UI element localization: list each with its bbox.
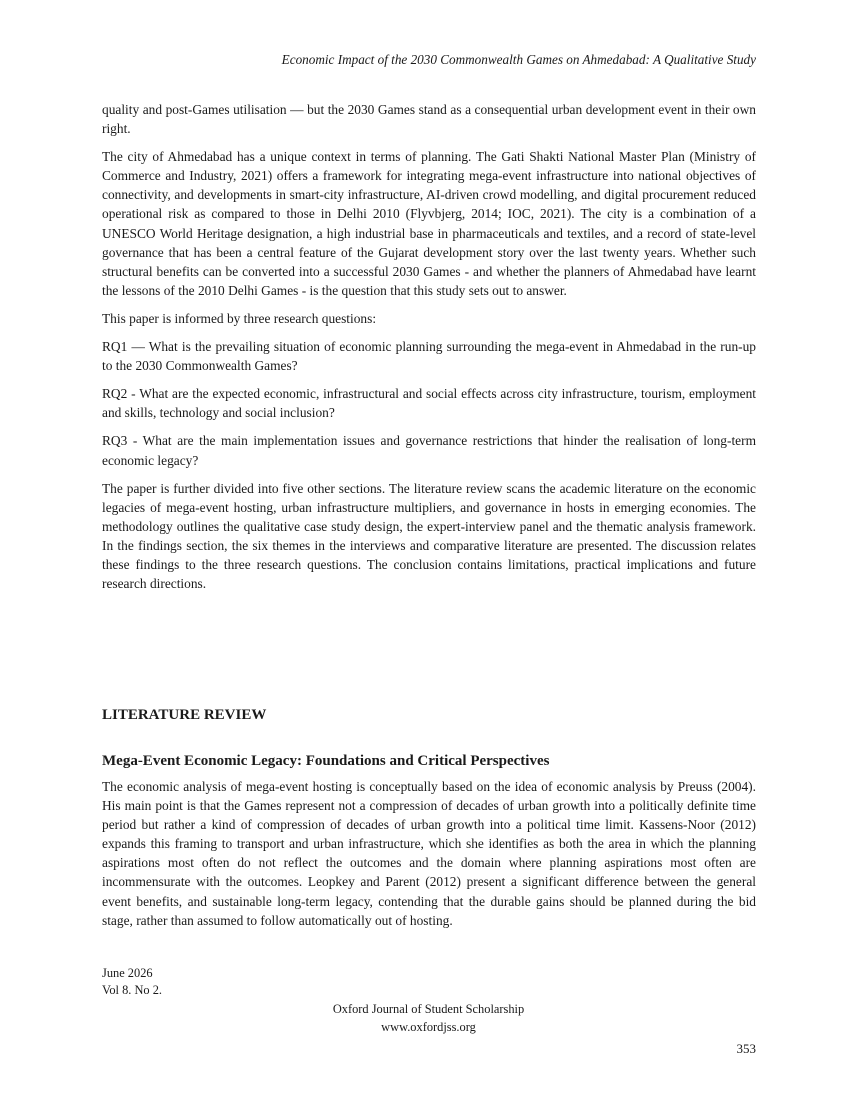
issue-date: June 2026: [102, 966, 153, 980]
paragraph-continuation: quality and post-Games utilisation — but the 2030 Games stand as a consequential urban development event in their own right.: [102, 102, 756, 137]
journal-website: www.oxfordjss.org: [381, 1020, 476, 1034]
issue-info: [102, 965, 162, 999]
running-header: Economic Impact of the 2030 Commonwealth Games on Ahmedabad: A Qualitative Study: [281, 52, 756, 67]
research-question-1: RQ1 — What is the prevailing situation of economic planning surrounding the mega-event in Ahmedabad in the run-up to the 2030 Commonwealth Games?: [102, 339, 756, 374]
literature-review-body: [102, 777, 756, 939]
paragraph-ahmedabad-context: The city of Ahmedabad has a unique context in terms of planning. The Gati Shakti National Master Plan (Ministry of Commerce and Industry, 2021) offers a framework for integrating mega-event infrastructure into national objectives of connectivity, and developments in smart-city infrastructure, AI-driven crowd modelling, and digital procurement reduced operational risk as compared to those in Delhi 2010 (Flyvbjerg, 2014; IOC, 2021). The city is a combination of a UNESCO World Heritage designation, a high industrial base in pharmaceuticals and textiles, and a record of state-level governance that has been a central feature of the Gujarat development story over the last twenty years. Whether such structural benefits can be converted into a successful 2030 Games - and whether the planners of Ahmedabad have learnt the lessons of the 2010 Delhi Games - is the question that this study sets out to answer.: [102, 149, 756, 298]
paragraph-research-questions-intro: This paper is informed by three research questions:: [102, 310, 377, 326]
paragraph-paper-structure: The paper is further divided into five other sections. The literature review scans the academic literature on the economic legacies of mega-event hosting, urban infrastructure multipliers, and governance in hosts in emerging economies. The methodology outlines the qualitative case study design, the expert-interview panel and the thematic analysis framework. In the findings section, the six themes in the interviews and comparative literature are presented. The discussion relates these findings to the three research questions. The conclusion contains limitations, practical implications and future research directions.: [102, 480, 756, 592]
research-question-2: RQ2 - What are the expected economic, infrastructural and social effects across city infrastructure, tourism, employment and skills, technology and social inclusion?: [102, 386, 756, 421]
page-number: 353: [736, 1041, 756, 1056]
journal-name: Oxford Journal of Student Scholarship: [332, 1002, 525, 1016]
intro-section: [102, 100, 756, 602]
issue-volume: Vol 8. No 2.: [102, 983, 163, 997]
subsection-heading: Mega-Event Economic Legacy: Foundations and Critical Perspectives: [102, 753, 550, 769]
research-question-3: RQ3 - What are the main implementation issues and governance restrictions that hinder the realisation of long-term economic legacy?: [102, 433, 756, 468]
section-heading-literature-review: LITERATURE REVIEW: [102, 707, 267, 723]
paragraph-mega-event-legacy: The economic analysis of mega-event hosting is conceptually based on the idea of economic analysis by Preuss (2004). His main point is that the Games represent not a compression of decades of urban growth into a politically definite time period but rather a kind of compression of decades of urban growth into a political time limit. Kassens-Noor (2012) expands this framing to transport and urban infrastructure, which she identifies as both the area in which the planning aspirations most often do not reflect the outcomes and the domain where planning aspirations most often are incommensurate with the outcomes. Leopkey and Parent (2012) present a significant difference between the general event benefits, and sustainable long-term legacy, contending that the durable gains should be planned during the bid stage, rather than assumed to follow automatically out of hosting.: [102, 779, 756, 928]
journal-footer: [0, 1000, 857, 1036]
